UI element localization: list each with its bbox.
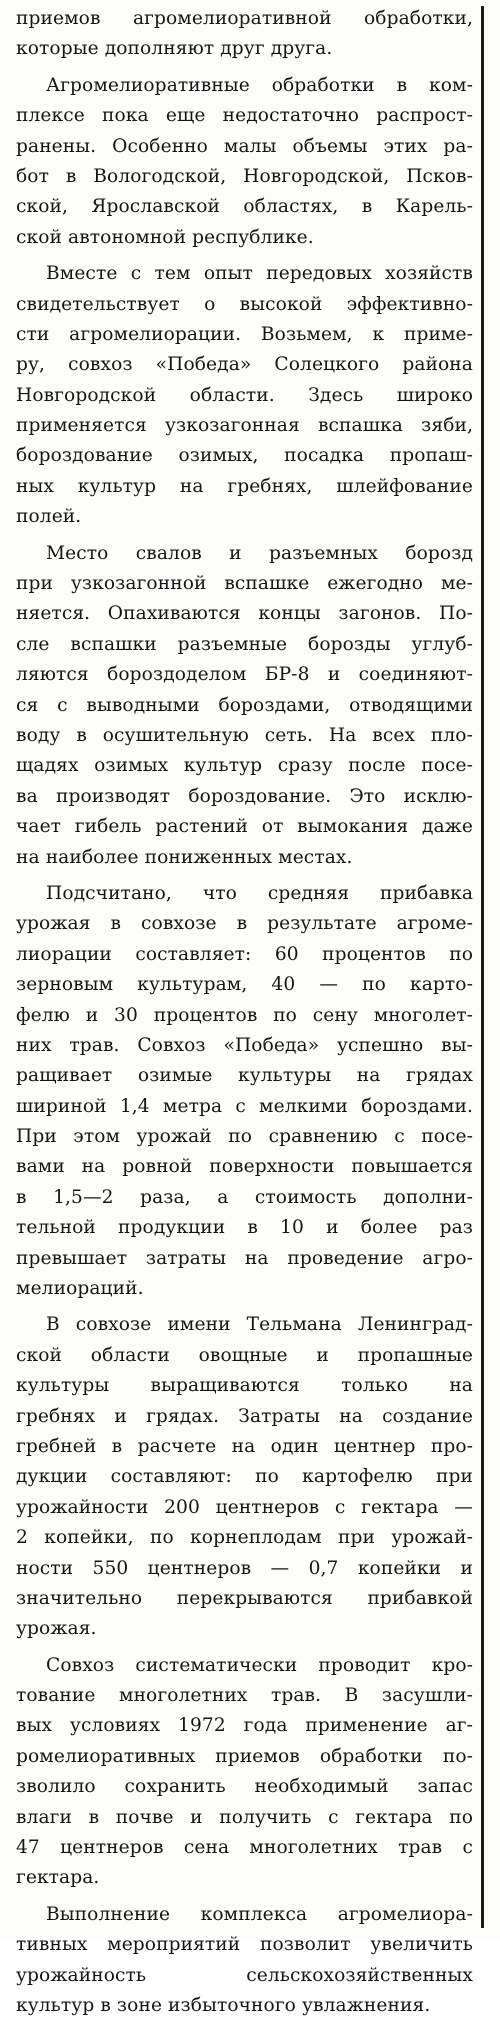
text-line: бороздование озимых, посадка пропаш- [16,445,473,467]
text-line: ру, совхоз «Победа» Солецкого района [16,354,473,376]
text-line: Новгородской области. Здесь широко [16,384,473,406]
text-line: ранены. Особенно малы объемы этих ра- [16,135,473,157]
text-line: зерновым культурам, 40 — по карто- [16,974,473,996]
paragraph [16,1900,473,2022]
text-line: влаги в почве и получить с гектара по [16,1806,473,1828]
text-line: ности 550 центнеров — 0,7 копейки и [16,1557,473,1579]
text-line: Подсчитано, что средняя прибавка [46,882,473,904]
text-line: няется. Опахиваются концы загонов. По- [16,603,473,625]
text-line: ляются бороздоделом БР-8 и соединяют- [16,664,473,686]
text-line: фелю и 30 процентов по сену многолет- [16,1004,473,1026]
text-line: ных культур на гребнях, шлейфование [16,475,473,497]
paragraph [16,1310,473,1644]
text-line: ской области овощные и пропашные [16,1344,473,1366]
paragraph [16,71,473,253]
paragraph [16,539,473,873]
text-line: которые дополняют друг друга. [16,38,333,60]
article-body [16,4,473,2027]
text-line: них трав. Совхоз «Победа» успешно вы- [16,1034,473,1056]
text-line: воду в осушительную сеть. На всех пло- [16,724,473,746]
text-line: урожайности 200 центнеров с гектара — [16,1496,473,1518]
text-line: вых условиях 1972 года применение аг- [16,1715,473,1737]
paragraph [16,4,473,65]
text-line: превышает затраты на проведение агро- [16,1247,473,1269]
paragraph [16,1651,473,1894]
text-line: при узкозагонной вспашке ежегодно ме- [16,573,473,595]
text-line: свидетельствует о высокой эффективно- [16,293,473,315]
text-line: дукции составляют: по картофелю при [16,1466,473,1488]
text-line: плексе пока еще недостаточно распрост- [16,105,473,127]
text-line: тельной продукции в 10 и более раз [16,1217,473,1239]
text-line: бот в Вологодской, Новгородской, Псков- [16,165,473,187]
text-line: тивных мероприятий позволит увеличить [16,1934,473,1956]
text-line: тование многолетних трав. В засушли- [16,1685,473,1707]
text-line: зволило сохранить необходимый запас [16,1776,473,1798]
text-line: щадях озимых культур сразу после посе- [16,755,473,777]
text-line: Выполнение комплекса агромелиора- [46,1903,473,1925]
text-line: ся с выводными бороздами, отводящими [16,694,473,716]
text-line: культур в зоне избыточного увлажнения. [16,1995,431,2016]
text-line: урожая. [16,1618,97,1640]
text-line: сле вспашки разъемные борозды углуб- [16,633,473,655]
text-line: на наиболее пониженных местах. [16,846,353,868]
paragraph [16,259,473,533]
text-line: значительно перекрываются прибавкой [16,1587,473,1609]
text-line: Агромелиоративные обработки в ком- [46,74,473,96]
text-line: ромелиоративных приемов обработки по- [16,1745,473,1767]
text-line: гребней в расчете на один центнер про- [16,1435,473,1457]
text-line: урожайность сельскохозяйственных [16,1964,473,1986]
text-line: При этом урожай по сравнению с посе- [16,1126,473,1148]
text-line: ращивает озимые культуры на грядах [16,1065,473,1087]
text-line: мелиораций. [16,1278,144,1300]
text-line: приемов агромелиоративной обработки, [16,8,473,29]
text-line: полей. [16,506,82,528]
text-line: гектара. [16,1867,100,1889]
text-line: ской автономной республике. [16,226,314,248]
text-line: Совхоз систематически проводит кро- [46,1654,473,1676]
text-line: культуры выращиваются только на [16,1375,473,1397]
paragraph [16,879,473,1304]
text-line: лиорации составляет: 60 процентов по [16,943,473,965]
text-line: Место свалов и разъемных борозд [46,542,473,564]
text-line: 47 центнеров сена многолетних трав с [16,1837,473,1859]
text-line: гребнях и грядах. Затраты на создание [16,1405,473,1427]
text-line: сти агромелиорации. Возьмем, к приме- [16,323,473,345]
text-line: урожая в совхозе в результате агроме- [16,913,473,935]
text-line: ва производят бороздование. Это исклю- [16,785,473,807]
text-line: 2 копейки, по корнеплодам при урожай- [16,1527,473,1549]
text-line: В совхозе имени Тельмана Ленинград- [46,1314,473,1336]
text-line: в 1,5—2 раза, а стоимость дополни- [16,1186,473,1208]
text-line: Вместе с тем опыт передовых хозяйств [46,263,473,285]
column-rule [481,6,484,1928]
text-line: чает гибель растений от вымокания даже [16,816,473,838]
text-line: вами на ровной поверхности повышается [16,1156,473,1178]
text-line: шириной 1,4 метра с мелкими бороздами. [16,1095,473,1117]
text-line: применяется узкозагонная вспашка зяби, [16,415,473,437]
text-line: ской, Ярославской областях, в Карель- [16,196,473,218]
